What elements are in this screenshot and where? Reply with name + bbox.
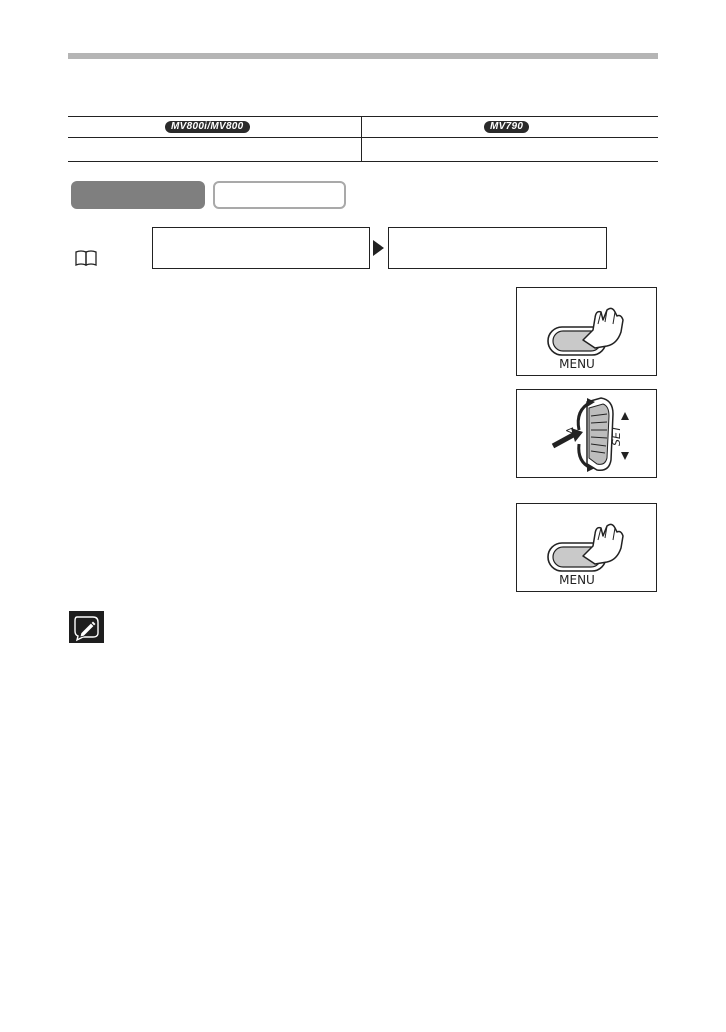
model-badge-mv800: MV800i/MV800 [165, 121, 250, 133]
model-badge-mv790: MV790 [484, 121, 529, 133]
set-label: SET [610, 425, 623, 446]
model-table-header-row [68, 117, 658, 138]
note-pencil-icon [69, 611, 104, 643]
model-table-divider [361, 117, 362, 161]
menu-path-arrow-icon [373, 240, 384, 256]
mode-tab-inactive [213, 181, 346, 209]
mode-tab-active [71, 181, 205, 209]
menu-label-3: MENU [559, 573, 595, 587]
menu-button-press-icon-2 [517, 504, 656, 591]
menu-button-press-icon [517, 288, 656, 375]
menu-button-illustration [516, 287, 657, 376]
menu-path-second-box [388, 227, 607, 269]
model-table [68, 116, 658, 162]
set-dial-icon [517, 390, 656, 477]
menu-button-illustration-2 [516, 503, 657, 592]
set-dial-illustration [516, 389, 657, 478]
menu-label-1: MENU [559, 357, 595, 371]
menu-path-first-box [152, 227, 370, 269]
book-icon [75, 249, 97, 267]
svg-text:⊲: ⊲ [565, 424, 575, 437]
top-rule [68, 53, 658, 59]
